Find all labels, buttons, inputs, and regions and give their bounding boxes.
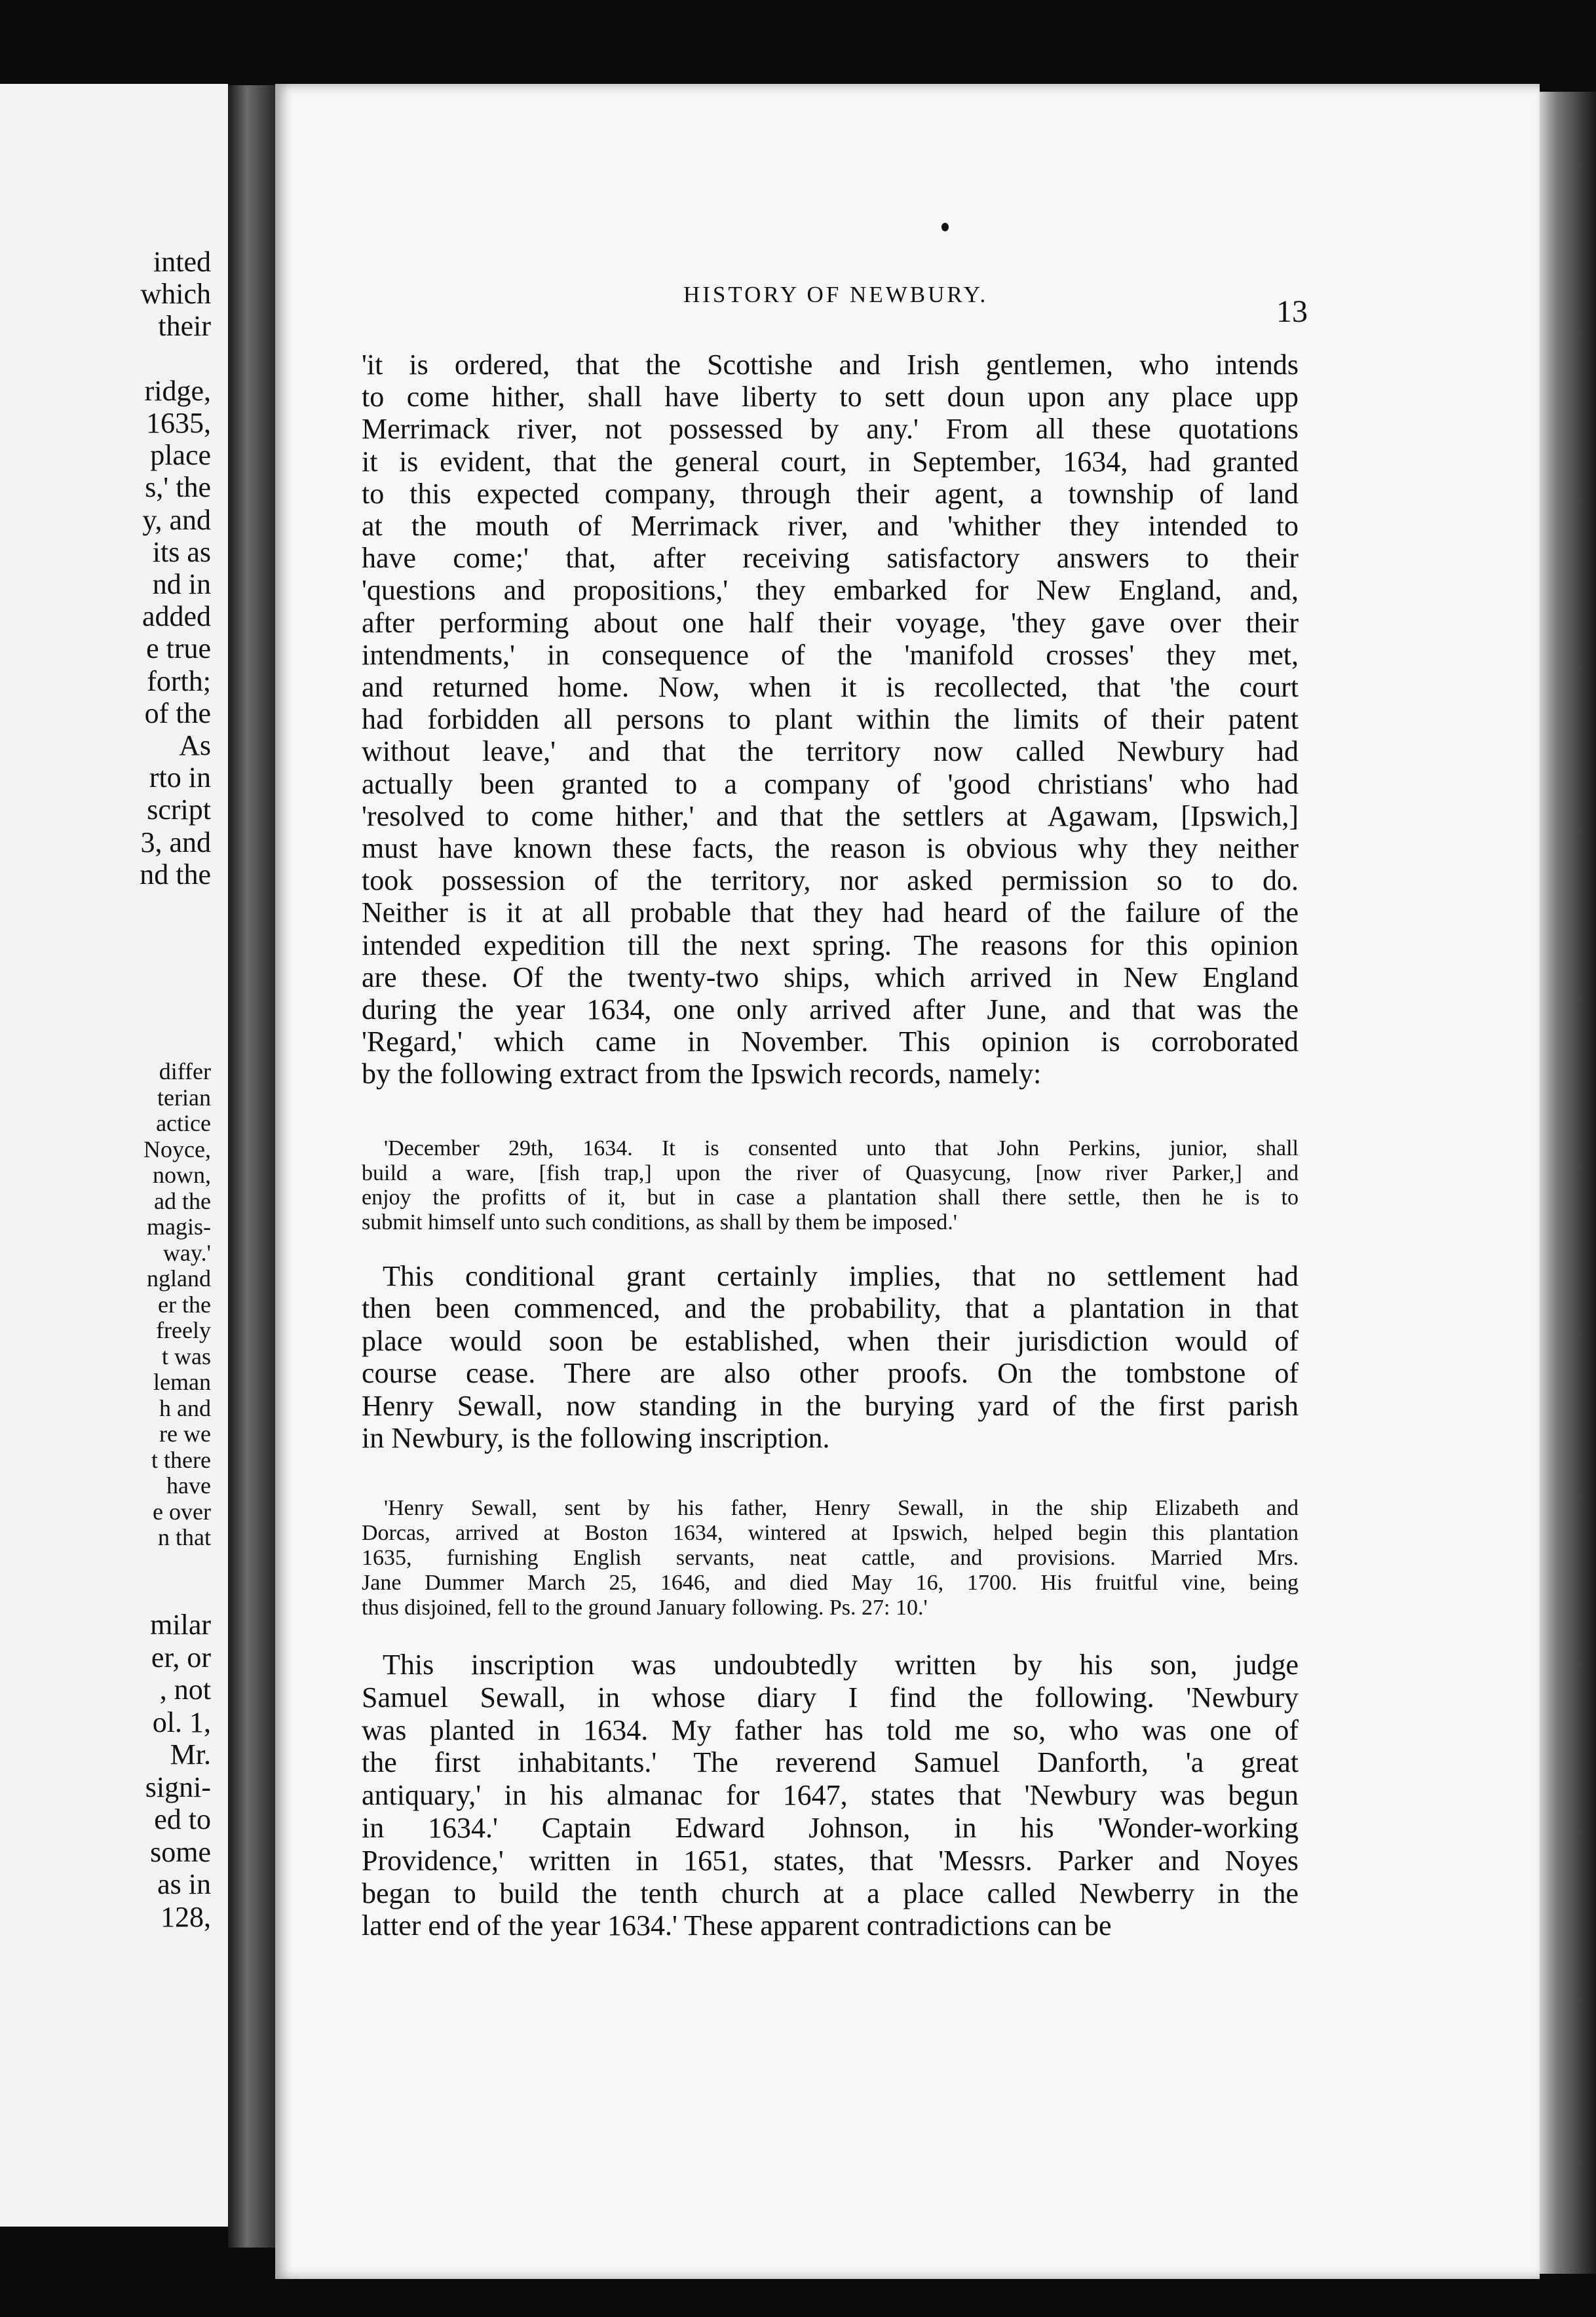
left-page-fragment: n that <box>158 1524 211 1550</box>
quoted-text-line: 'Henry Sewall, sent by his father, Henry Sewall, in the ship Elizabeth and <box>384 1496 1299 1520</box>
left-page-fragment: 128, <box>161 1900 211 1933</box>
left-page-fragment: nd in <box>152 568 211 600</box>
left-page-fragment: As <box>179 729 211 761</box>
body-text-line: latter end of the year 1634.' These apparent contradictions can be <box>362 1909 1112 1942</box>
left-page-fragment: e true <box>146 632 211 665</box>
left-page-fragment: ngland <box>147 1265 211 1292</box>
left-page-fragment: ad the <box>154 1187 211 1214</box>
left-page-fragment: differ <box>159 1058 211 1084</box>
body-text-line: to this expected company, through their agent, a township of land <box>362 477 1299 510</box>
left-page-fragment: er, or <box>151 1641 211 1674</box>
body-text-line: place would soon be established, when their jurisdiction would of <box>362 1324 1299 1357</box>
body-text-line: intended expedition till the next spring. The reasons for this opinion <box>362 929 1299 961</box>
body-text-line: This inscription was undoubtedly written by his son, judge <box>383 1649 1299 1681</box>
left-page-fragment: of the <box>144 697 211 729</box>
page-gutter <box>228 85 275 2248</box>
body-text-line: Samuel Sewall, in whose diary I find the following. 'Newbury <box>362 1681 1299 1714</box>
left-page-fragment: freely <box>156 1317 211 1343</box>
body-text-line: 'questions and propositions,' they embarked for New England, and, <box>362 574 1299 607</box>
left-page-fragment: added <box>142 600 211 633</box>
body-text-line: by the following extract from the Ipswich records, namely: <box>362 1058 1042 1090</box>
left-page-fragment: Mr. <box>170 1738 211 1771</box>
body-text-line: Merrimack river, not possessed by any.' From all these quotations <box>362 413 1299 446</box>
body-text-line: the first inhabitants.' The reverend Samuel Danforth, 'a great <box>362 1746 1299 1779</box>
body-text-line: then been commenced, and the probability, that a plantation in that <box>362 1292 1299 1325</box>
left-page-fragment: magis- <box>147 1214 211 1240</box>
body-text-line: during the year 1634, one only arrived after June, and that was the <box>362 993 1299 1025</box>
quoted-text-line: enjoy the profitts of it, but in case a plantation shall there settle, then he is to <box>362 1185 1299 1210</box>
body-text-line: are these. Of the twenty-two ships, which arrived in New England <box>362 961 1299 993</box>
quoted-text-line: 1635, furnishing English servants, neat cattle, and provisions. Married Mrs. <box>362 1546 1299 1570</box>
page-number: 13 <box>1276 294 1308 329</box>
body-text-line: must have known these facts, the reason is obvious why they neither <box>362 832 1299 864</box>
left-page-fragment: t there <box>151 1446 211 1473</box>
left-page-fragment: ol. 1, <box>152 1706 211 1738</box>
left-page-fragment: signi- <box>145 1771 211 1803</box>
body-text-line: have come;' that, after receiving satisfactory answers to their <box>362 542 1299 575</box>
left-page-fragment: its as <box>152 535 211 568</box>
body-text-line: after performing about one half their voyage, 'they gave over their <box>362 606 1299 639</box>
body-text-line: to come hither, shall have liberty to sett doun upon any place upp <box>362 381 1299 413</box>
left-page-fragment: 3, and <box>140 826 211 858</box>
left-page-fragment: re we <box>159 1421 211 1447</box>
page-edge <box>1540 92 1596 2274</box>
left-page-fragment: place <box>150 439 211 472</box>
left-page-fragment: as in <box>157 1868 211 1900</box>
left-page-fragment: script <box>147 794 211 826</box>
body-text-line: without leave,' and that the territory now called Newbury had <box>362 735 1299 768</box>
left-page-fragment: y, and <box>142 503 211 536</box>
left-page-fragment: t was <box>162 1343 211 1369</box>
left-page-fragment: inted <box>153 246 211 278</box>
body-text-line: actually been granted to a company of 'good christians' who had <box>362 767 1299 800</box>
body-text-line: was planted in 1634. My father has told me so, who was one of <box>362 1714 1299 1746</box>
left-page-fragment: their <box>158 310 211 343</box>
left-page-fragment: some <box>150 1835 211 1868</box>
body-text-line: Providence,' written in 1651, states, that 'Messrs. Parker and Noyes <box>362 1844 1299 1877</box>
left-page-fragment: er the <box>158 1291 211 1318</box>
body-text-line: it is evident, that the general court, in September, 1634, had granted <box>362 445 1299 478</box>
left-page-fragment: milar <box>150 1609 211 1641</box>
left-page-fragment: s,' the <box>145 471 211 504</box>
body-text-line: in 1634.' Captain Edward Johnson, in his 'Wonder-working <box>362 1812 1299 1844</box>
left-page-fragment: way.' <box>162 1239 211 1266</box>
quoted-text-line: 'December 29th, 1634. It is consented unto that John Perkins, junior, shall <box>384 1136 1299 1160</box>
quoted-text-line: build a ware, [fish trap,] upon the river of Quasycung, [now river Parker,] and <box>362 1160 1299 1185</box>
left-page-fragment: e over <box>153 1498 211 1525</box>
body-text-line: began to build the tenth church at a place called Newberry in the <box>362 1877 1299 1909</box>
body-text-line: and returned home. Now, when it is recollected, that 'the court <box>362 671 1299 703</box>
quoted-text-line: thus disjoined, fell to the ground January following. Ps. 27: 10.' <box>362 1596 928 1620</box>
left-page <box>0 84 228 2227</box>
left-page-fragment: Noyce, <box>143 1136 211 1162</box>
quoted-text-line: Dorcas, arrived at Boston 1634, wintered at Ipswich, helped begin this plantation <box>362 1521 1299 1545</box>
body-text-line: course cease. There are also other proofs. On the tombstone of <box>362 1357 1299 1390</box>
left-page-fragment: rto in <box>149 761 211 794</box>
left-page-fragment: nown, <box>153 1162 211 1188</box>
body-text-line: This conditional grant certainly implies, that no settlement had <box>383 1260 1299 1292</box>
left-page-fragment: ed to <box>154 1803 211 1835</box>
body-text-line: at the mouth of Merrimack river, and 'whither they intended to <box>362 510 1299 542</box>
left-page-fragment: forth; <box>147 664 211 697</box>
left-page-fragment: h and <box>159 1394 211 1421</box>
left-page-fragment: which <box>140 278 211 311</box>
body-text-line: took possession of the territory, nor asked permission so to do. <box>362 864 1299 897</box>
left-page-fragment: actice <box>156 1110 211 1136</box>
body-text-line: 'it is ordered, that the Scottishe and Irish gentlemen, who intends <box>362 349 1299 381</box>
body-text-line: Henry Sewall, now standing in the burying yard of the first parish <box>362 1389 1299 1422</box>
body-text-line: 'Regard,' which came in November. This opinion is corroborated <box>362 1025 1299 1058</box>
left-page-fragment: nd the <box>140 858 211 890</box>
running-head: HISTORY OF NEWBURY. <box>683 282 989 307</box>
left-page-fragment: have <box>166 1472 211 1499</box>
body-text-line: in Newbury, is the following inscription. <box>362 1422 830 1454</box>
quoted-text-line: Jane Dummer March 25, 1646, and died May 16, 1700. His fruitful vine, being <box>362 1571 1299 1595</box>
body-text-line: Neither is it at all probable that they had heard of the failure of the <box>362 896 1299 929</box>
body-text-line: had forbidden all persons to plant within the limits of their patent <box>362 703 1299 736</box>
ink-speck <box>941 223 949 231</box>
left-page-fragment: ridge, <box>144 374 211 407</box>
left-page-fragment: terian <box>157 1084 211 1111</box>
left-page-fragment: leman <box>153 1369 211 1395</box>
body-text-line: 'resolved to come hither,' and that the settlers at Agawam, [Ipswich,] <box>362 799 1299 832</box>
body-text-line: antiquary,' in his almanac for 1647, states that 'Newbury was begun <box>362 1779 1299 1812</box>
left-page-fragment: , not <box>159 1674 211 1706</box>
body-text-line: intendments,' in consequence of the 'manifold crosses' they met, <box>362 638 1299 671</box>
quoted-text-line: submit himself unto such conditions, as shall by them be imposed.' <box>362 1210 957 1235</box>
left-page-fragment: 1635, <box>146 407 211 439</box>
